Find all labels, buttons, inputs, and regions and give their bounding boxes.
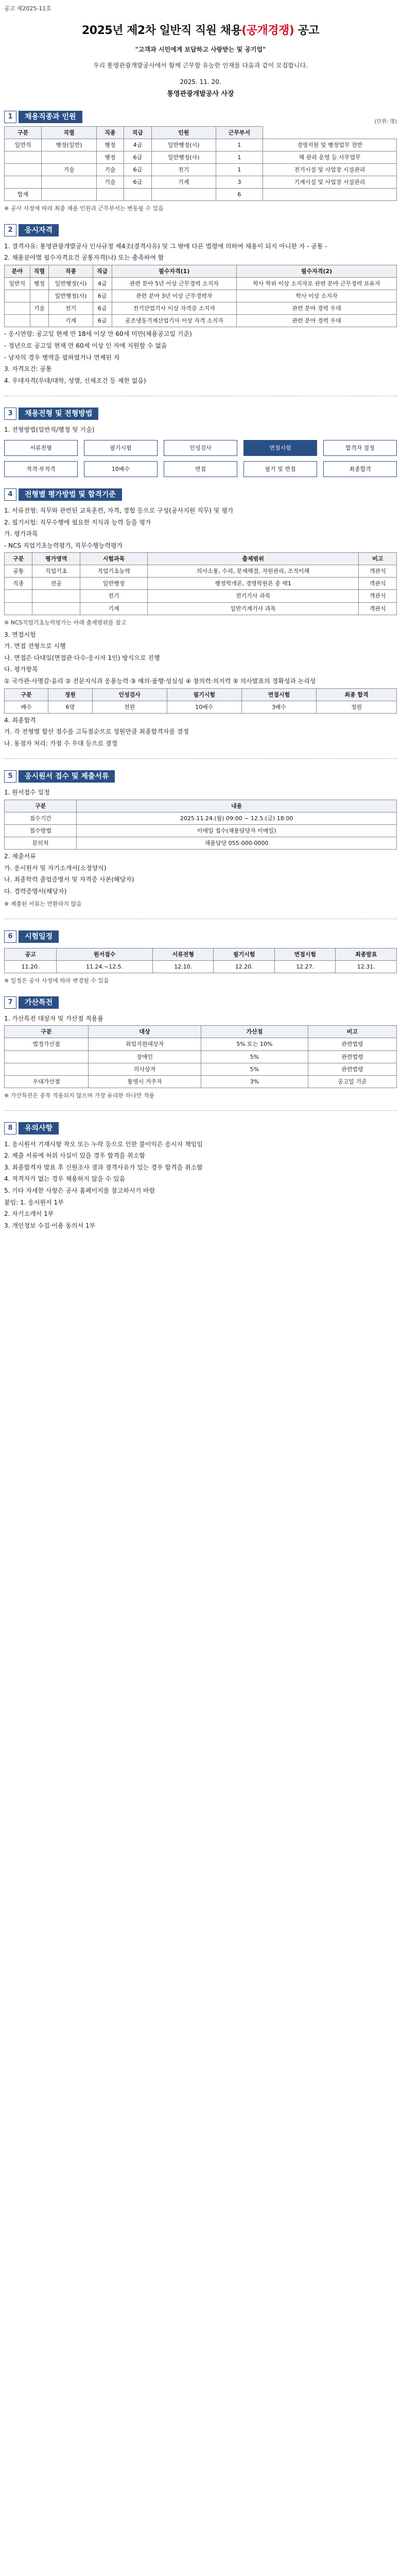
table-header-cell: 비고 <box>308 1026 396 1038</box>
table-cell: 관련 분야 5년 이상 근무경력 소지자 <box>112 278 236 290</box>
table-header-cell: 직급 <box>93 265 112 278</box>
table-header-cell: 최종 합격 <box>317 688 397 701</box>
table-header-cell: 직렬 <box>30 265 49 278</box>
table-cell: 10배수 <box>167 701 241 713</box>
table-cell: 기계시설 및 사업장 시설관리 <box>263 176 396 188</box>
paragraph: 붙임: 1. 응시원서 1부 <box>4 1198 64 1206</box>
table-row <box>5 188 397 200</box>
table-cell: 3% <box>201 1075 308 1088</box>
table-cell: 기계 <box>49 315 93 327</box>
section-number: 8 <box>4 1122 16 1134</box>
table-header-cell: 공고 <box>5 948 57 960</box>
process-step: 최종합격 <box>323 461 397 477</box>
table-cell: 기계 <box>80 602 148 615</box>
table-cell: 12.10. <box>152 960 213 973</box>
paragraph: 2. 채용분야별 필수자격요건 공통자격(나) 또는 충족하여 함 <box>4 254 164 262</box>
table-cell: 관련법령 <box>308 1063 396 1075</box>
paragraph: 나. 동점자 처리: 가점 수 우대 등으로 결정 <box>4 739 118 747</box>
table-header-cell: 최종발표 <box>336 948 397 960</box>
table-cell: 2025.11.24.(월) 09:00 ~ 12.5.(금) 18:00 <box>77 812 397 825</box>
table-cell: 접수기간 <box>5 812 77 825</box>
table-cell: 6급 <box>124 163 152 176</box>
table-cell: 전기시설 및 사업장 시설관리 <box>263 163 396 176</box>
table-cell: 전공 <box>32 578 80 590</box>
table-row <box>5 960 397 973</box>
table-cell: 공고일 기준 <box>308 1075 396 1088</box>
table-header-cell: 서류전형 <box>152 948 213 960</box>
table-cell: 12.31. <box>336 960 397 973</box>
table-cell <box>30 315 49 327</box>
notice-date: 2025. 11. 20. <box>180 78 221 86</box>
interview-text <box>4 630 397 686</box>
table-cell <box>5 1050 89 1063</box>
table-cell: 6급 <box>124 176 152 188</box>
table-row <box>5 315 397 327</box>
table-cell: 전기 <box>49 302 93 315</box>
process-step: 필기 및 면접 <box>243 461 317 477</box>
table-header-cell: 구분 <box>5 553 32 565</box>
process-step: 필기시험 <box>84 440 158 456</box>
table-row <box>5 1075 397 1088</box>
table-cell <box>96 188 124 200</box>
table-cell: 문의처 <box>5 837 77 850</box>
table-cell: 6 <box>216 188 263 200</box>
paragraph: 2. 필기시험: 직무수행에 필요한 지식과 능력 등을 평가 <box>4 518 151 526</box>
table-cell <box>5 1063 89 1075</box>
paragraph: - 정년으로 공고일 현재 만 60세 이상 인 자에 지원할 수 없음 <box>4 342 167 349</box>
section-number: 7 <box>4 996 16 1009</box>
table-header-cell: 직렬 <box>42 126 96 139</box>
process-step: 서류전형 <box>4 440 78 456</box>
slogan <box>4 45 397 70</box>
table-cell <box>30 290 49 302</box>
table-cell: 객관식 <box>359 590 397 602</box>
process-step: 면접 <box>164 461 237 477</box>
table-cell: 학사 이상 소지자 <box>237 290 397 302</box>
table-cell: 일반직 <box>5 139 42 151</box>
table-cell: 정원 <box>317 701 397 713</box>
schedule-table <box>4 948 397 973</box>
table-cell: 6급 <box>93 302 112 315</box>
process-step: 10배수 <box>84 461 158 477</box>
table-cell: 채용담당 055-000-0000 <box>77 837 397 850</box>
paragraph: 가. 응시원서 및 자기소개서(소정양식) <box>4 864 107 872</box>
table-row <box>5 1038 397 1050</box>
divider <box>4 758 397 759</box>
table-row <box>5 151 397 163</box>
table-cell: 3배수 <box>241 701 316 713</box>
table-cell <box>263 188 396 200</box>
paragraph: 3. 개인정보 수집·이용 동의서 1부 <box>4 1222 96 1229</box>
section-heading <box>4 930 397 943</box>
table-cell: 경영지원 및 행정업무 전반 <box>263 139 396 151</box>
bonus-table <box>4 1025 397 1088</box>
table-cell <box>151 188 216 200</box>
table-row <box>5 176 397 188</box>
table-cell: 장애인 <box>89 1050 201 1063</box>
table-header-cell: 구분 <box>5 1026 89 1038</box>
paragraph: 3. 자격요건: 공통 <box>4 365 52 373</box>
section-number: 3 <box>4 408 16 420</box>
paragraph: - 응시연령: 공고일 현재 만 18세 이상 만 60세 미만(채용공고일 기준) <box>4 330 192 338</box>
table-cell: 객관식 <box>359 565 397 578</box>
table-cell <box>5 176 42 188</box>
positions-table <box>4 126 397 201</box>
table-cell: 행정 <box>30 278 49 290</box>
table-cell: 해 관리 운영 등 사무업무 <box>263 151 396 163</box>
section-title: 응시원서 접수 및 제출서류 <box>19 770 115 783</box>
paragraph: 5. 기타 자세한 사항은 공사 홈페이지를 참고하시기 바람 <box>4 1187 155 1195</box>
table-cell: 공조냉동기계산업기사 이상 자격 소지자 <box>112 315 236 327</box>
bonus-text: 1. 가산특전 대상자 및 가산점 적용률 <box>4 1014 103 1022</box>
table-cell: 전기 <box>151 163 216 176</box>
notice-title <box>4 22 397 40</box>
table-header-cell: 직종 <box>96 126 124 139</box>
table-row <box>5 825 397 837</box>
table-header-cell: 필수자격(2) <box>237 265 397 278</box>
table-cell: 5% <box>201 1063 308 1075</box>
paragraph: 가. 면접 전형으로 시행 <box>4 642 66 650</box>
section-number: 5 <box>4 770 16 783</box>
paragraph: ① 국가관·사명감·윤리 ② 전문지식과 응용능력 ③ 예의·품행·성실성 ④ 창의력·의지력 ⑤ 의사발표의 정확성과 논리성 <box>4 677 316 685</box>
table-header-cell: 시험과목 <box>80 553 148 565</box>
paragraph: 4. 최종합격 <box>4 716 36 724</box>
table-cell: 전기기사 과목 <box>147 590 359 602</box>
table-cell: 1 <box>216 163 263 176</box>
table-cell: 12.20. <box>214 960 274 973</box>
section-number: 6 <box>4 930 16 943</box>
process-step: 면접시험 <box>243 440 317 456</box>
table-row <box>5 1063 397 1075</box>
table-header-cell: 대상 <box>89 1026 201 1038</box>
exam-subjects-table <box>4 552 397 615</box>
application-text: 1. 원서접수 일정 <box>4 789 50 796</box>
slogan-sub: 우리 통영관광개발공사에서 함께 근무할 유능한 인재를 다음과 같이 모집합니다. <box>93 61 308 69</box>
table-cell: 일반행정(사) <box>151 151 216 163</box>
table-header-cell: 분야 <box>5 265 30 278</box>
table-cell: 1 <box>216 151 263 163</box>
paragraph: 1. 결격사유: 통영관광개발공사 인사규정 제4조(결격사유) 및 그 밖에 다른 법령에 의하여 채용이 되지 아니한 자 - 공통 - <box>4 242 327 250</box>
paragraph: 3. 최종합격자 발표 후 신원조사 결과 결격사유가 있는 경우 합격을 취소함 <box>4 1163 203 1171</box>
table-cell: 일반기계기사 과목 <box>147 602 359 615</box>
section-heading <box>4 1122 397 1134</box>
table-cell: 행정 <box>96 139 124 151</box>
paragraph: 2. 자기소개서 1부 <box>4 1210 54 1218</box>
table-row <box>5 578 397 590</box>
section-title: 전형별 평가방법 및 합격기준 <box>19 488 122 501</box>
process-steps <box>4 440 397 456</box>
table-cell: 관련 분야 3년 이상 근무경력자 <box>112 290 236 302</box>
table-cell: 학사 학위 이상 소지자로 관련 분야 근무경력 보유자 <box>237 278 397 290</box>
table-row <box>5 139 397 151</box>
table-cell <box>5 302 30 315</box>
table-row <box>5 290 397 302</box>
section-heading <box>4 408 397 420</box>
table-cell <box>42 151 96 163</box>
table-row <box>5 590 397 602</box>
table-cell: 11.24.~12.5. <box>57 960 153 973</box>
process-step: 인성검사 <box>164 440 237 456</box>
table-cell <box>5 151 42 163</box>
table-cell <box>5 163 42 176</box>
section-title: 가산특전 <box>19 996 59 1009</box>
divider <box>4 1110 397 1111</box>
table-cell: 객관식 <box>359 602 397 615</box>
section-number: 2 <box>4 224 16 236</box>
table-cell <box>32 590 80 602</box>
paragraph: 4. 우대자격(우대/대학, 성별, 신체조건 등 제한 없음) <box>4 377 146 384</box>
notes-text <box>4 1140 397 1231</box>
process-steps-detail <box>4 461 397 477</box>
table-cell: 취업지원대상자 <box>89 1038 201 1050</box>
table-cell: 행정학개론, 경영학원론 중 택1 <box>147 578 359 590</box>
table-header-cell: 평가영역 <box>32 553 80 565</box>
table-cell: 직종 <box>5 578 32 590</box>
process-step: 적격·부적격 <box>4 461 78 477</box>
section-heading <box>4 996 397 1009</box>
final-pass-text <box>4 716 397 749</box>
table-cell: 의사소통, 수리, 문제해결, 자원관리, 조직이해 <box>147 565 359 578</box>
section-number: 4 <box>4 488 16 501</box>
table-cell: 6급 <box>93 315 112 327</box>
paragraph: 나. 면접은 다대일(면접관 다수·응시자 1인) 방식으로 진행 <box>4 654 160 662</box>
table-header-cell: 원서접수 <box>57 948 153 960</box>
paragraph: 가. 평가과목 <box>4 530 38 538</box>
section-heading <box>4 488 397 501</box>
paragraph: 1. 서류전형: 직무와 관련된 교육훈련, 자격, 경험 등으로 구성(공사지원 직무) 및 평가 <box>4 506 234 514</box>
table-cell: 관련 분야 경력 우대 <box>237 315 397 327</box>
note: ※ NCS직업기초능력평가는 아래 출제범위를 참고 <box>4 619 127 626</box>
application-table <box>4 800 397 850</box>
eligibility-bullets <box>4 329 397 385</box>
paragraph: 2. 제출서류 <box>4 853 36 860</box>
table-cell: 우대가산점 <box>5 1075 89 1088</box>
section-heading <box>4 770 397 783</box>
table-cell: 통영시 거주자 <box>89 1075 201 1088</box>
table-cell: 일반행정 <box>80 578 148 590</box>
documents-text <box>4 852 397 896</box>
table-cell: 합계 <box>5 188 42 200</box>
table-cell: 1 <box>216 139 263 151</box>
table-row <box>5 163 397 176</box>
table-header-cell: 직급 <box>124 126 152 139</box>
paragraph: 1. 응시원서 기재사항 착오 또는 누락 등으로 인한 불이익은 응시자 책임임 <box>4 1140 203 1148</box>
table-cell <box>5 290 30 302</box>
table-header-cell: 출제범위 <box>147 553 359 565</box>
ratio-table <box>4 688 397 714</box>
table-row <box>5 302 397 315</box>
table-cell: 접수방법 <box>5 825 77 837</box>
table-cell: 기술 <box>42 163 96 176</box>
slogan-text: "고객과 시민에게 보답하고 사랑받는 및 공기업" <box>135 46 266 54</box>
table-cell: 직업기초 <box>32 565 80 578</box>
table-cell: 이메일 접수(채용담당자 이메일) <box>77 825 397 837</box>
evaluation-text <box>4 506 397 550</box>
section-title: 시험일정 <box>19 930 59 943</box>
table-header-cell: 인원 <box>151 126 216 139</box>
table-header-cell: 가산점 <box>201 1026 308 1038</box>
table-cell: 일반직 <box>5 278 30 290</box>
section-title: 유의사항 <box>19 1122 59 1134</box>
table-row <box>5 837 397 850</box>
table-cell: 객관식 <box>359 578 397 590</box>
paragraph: 다. 평가항목 <box>4 666 38 673</box>
unit-label: (단위: 명) <box>374 119 397 125</box>
table-cell: 6급 <box>124 151 152 163</box>
paragraph: - 남자의 경우 병역을 필하였거나 면제된 자 <box>4 353 120 361</box>
table-cell <box>5 602 32 615</box>
table-cell <box>5 315 30 327</box>
table-row <box>5 278 397 290</box>
table-header-cell: 구분 <box>5 800 77 812</box>
table-header-cell: 인성검사 <box>92 688 167 701</box>
paragraph: 2. 제출 서류에 허위 사실이 있을 경우 합격을 취소함 <box>4 1152 145 1160</box>
title-highlight: (공개경쟁) <box>241 24 294 38</box>
title-main: 2025년 제2차 일반직 직원 채용 <box>82 24 242 38</box>
table-cell: 12.27. <box>274 960 335 973</box>
table-header-cell: 구분 <box>5 688 48 701</box>
section-title: 응시자격 <box>19 224 59 236</box>
paragraph: 4. 적격자가 없는 경우 채용하지 않을 수 있음 <box>4 1175 126 1183</box>
paragraph: 3. 면접시험 <box>4 631 36 638</box>
note: ※ 일정은 공사 사정에 따라 변경될 수 있음 <box>4 977 109 984</box>
table-cell: 의사상자 <box>89 1063 201 1075</box>
process-text: 1. 전형방법(일반직/행정 및 기술) <box>4 426 95 434</box>
table-header-cell: 필기시험 <box>214 948 274 960</box>
table-cell: 관련법령 <box>308 1050 396 1063</box>
table-cell: 기술 <box>96 163 124 176</box>
table-cell: 5% <box>201 1050 308 1063</box>
note: ※ 제출된 서류는 반환하지 않음 <box>4 900 82 907</box>
table-header-cell: 면접시험 <box>241 688 316 701</box>
notice-number: 공고 제2025-11호 <box>4 5 51 12</box>
table-cell: 직업기초능력 <box>80 565 148 578</box>
table-header-cell: 면접시험 <box>274 948 335 960</box>
issuer: 통영관광개발공사 사장 <box>167 90 234 98</box>
table-cell: 공통 <box>5 565 32 578</box>
table-cell: 전기산업기사 이상 자격증 소지자 <box>112 302 236 315</box>
table-cell <box>5 590 32 602</box>
table-header-cell: 내용 <box>77 800 397 812</box>
table-header-cell: 구분 <box>5 126 42 139</box>
table-cell: 행정 <box>96 151 124 163</box>
table-header-cell: 정원 <box>48 688 92 701</box>
table-cell: 행정(일반) <box>42 139 96 151</box>
process-step: 합격자 결정 <box>323 440 397 456</box>
paragraph: 가. 각 전형별 합산 점수를 고득점순으로 정원만큼 최종합격자를 결정 <box>4 728 189 736</box>
table-row <box>5 701 397 713</box>
table-cell: 관련 분야 경력 우대 <box>237 302 397 315</box>
table-cell <box>32 602 80 615</box>
table-cell: 배수 <box>5 701 48 713</box>
table-header-cell: 직종 <box>49 265 93 278</box>
section-title: 채용직종과 인원 <box>19 111 82 123</box>
section-number: 1 <box>4 111 16 123</box>
table-cell: 4급 <box>124 139 152 151</box>
section-heading <box>4 224 397 236</box>
table-cell: 11.20. <box>5 960 57 973</box>
title-suffix: 공고 <box>294 24 319 38</box>
paragraph: - NCS 직업기초능력평가, 직무수행능력평가 <box>4 541 123 549</box>
requirements-table <box>4 265 397 327</box>
table-cell: 5% 또는 10% <box>201 1038 308 1050</box>
table-cell: 법정가산점 <box>5 1038 89 1050</box>
table-cell: 6급 <box>93 290 112 302</box>
table-row <box>5 812 397 825</box>
eligibility-text <box>4 242 397 263</box>
table-cell: 일반행정(사) <box>49 290 93 302</box>
table-cell: 전원 <box>92 701 167 713</box>
note: ※ 공사 사정에 따라 최종 채용 인원과 근무부서는 변동될 수 있음 <box>4 205 164 212</box>
section-title: 채용전형 및 전형방법 <box>19 408 98 420</box>
table-row <box>5 565 397 578</box>
note: ※ 가산특전은 중복 적용되지 않으며 가장 유리한 하나만 적용 <box>4 1092 155 1099</box>
paragraph: 다. 경력증명서(해당자) <box>4 888 67 895</box>
table-header-cell: 비고 <box>359 553 397 565</box>
table-header-cell: 근무부서 <box>216 126 263 139</box>
table-cell: 전기 <box>80 590 148 602</box>
table-row <box>5 1050 397 1063</box>
table-cell: 일반행정(시) <box>151 139 216 151</box>
table-cell: 4급 <box>93 278 112 290</box>
table-cell <box>42 176 96 188</box>
table-cell: 기계 <box>151 176 216 188</box>
table-cell <box>42 188 96 200</box>
table-cell: 3 <box>216 176 263 188</box>
table-cell: 기술 <box>96 176 124 188</box>
table-header-cell: 필수자격(1) <box>112 265 236 278</box>
table-cell: 관련법령 <box>308 1038 396 1050</box>
table-cell: 기술 <box>30 302 49 315</box>
recruitment-notice <box>0 0 401 1253</box>
paragraph: 나. 최종학력 졸업증명서 및 자격증 사본(해당자) <box>4 876 134 884</box>
table-header-cell: 필기시험 <box>167 688 241 701</box>
table-cell: 6명 <box>48 701 92 713</box>
table-cell: 일반행정(시) <box>49 278 93 290</box>
table-cell <box>124 188 152 200</box>
table-row <box>5 602 397 615</box>
